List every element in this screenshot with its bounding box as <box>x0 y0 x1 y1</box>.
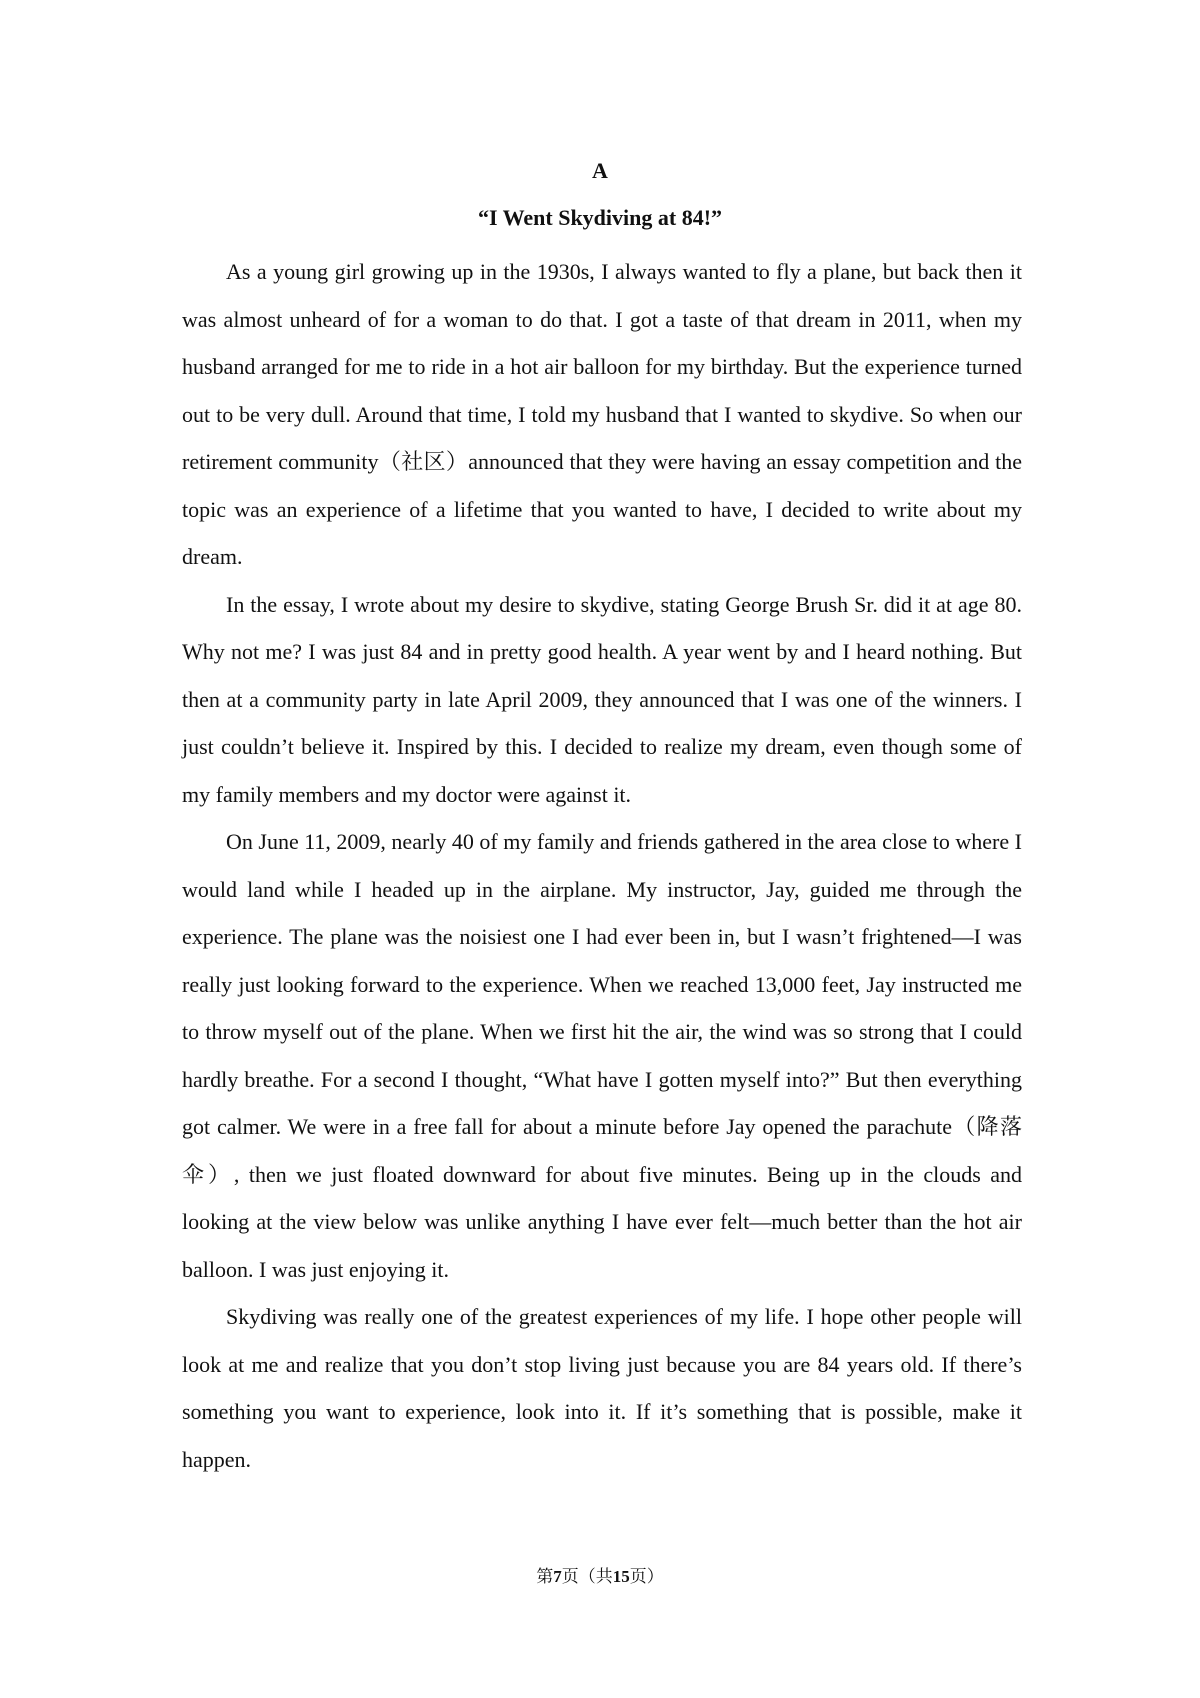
paragraph-2: In the essay, I wrote about my desire to skydive, stating George Brush Sr. did it at age 80. Why not me? I was just 84 and in pretty good health. A year went by and I heard nothing. But then at a community party in late April 2009, they announced that I was one of the winners. I just couldn’t believe it. Inspired by this. I decided to realize my dream, even though some of my family members and my doctor were against it. <box>182 591 1022 807</box>
passage-title: “I Went Skydiving at 84!” <box>477 205 723 230</box>
paragraph-4: Skydiving was really one of the greatest experiences of my life. I hope other people will look at me and realize that you don’t stop living just because you are 84 years old. If there’s something you want to experience, look into it. If it’s something that is possible, make it happen. <box>182 1304 1022 1472</box>
page-footer <box>0 1565 1200 1589</box>
footer-prefix: 第 <box>536 1567 554 1586</box>
passage-body <box>182 248 1022 1483</box>
footer-page-number: 7 <box>553 1567 562 1586</box>
footer-mid: 页（共 <box>561 1567 613 1586</box>
paragraph-1: As a young girl growing up in the 1930s, I always wanted to fly a plane, but back then it was almost unheard of for a woman to do that. I got a taste of that dream in 2011, when my husband arranged for me to ride in a hot air balloon for my birthday. But the experience turned out to be very dull. Around that time, I told my husband that I wanted to skydive. So when our retirement community（社区）announced that they were having an essay competition and the topic was an experience of a lifetime that you wanted to have, I decided to write about my dream. <box>182 259 1022 569</box>
section-letter: A <box>592 158 608 183</box>
footer-suffix: 页） <box>629 1567 664 1586</box>
paragraph-3: On June 11, 2009, nearly 40 of my family and friends gathered in the area close to where I would land while I headed up in the airplane. My instructor, Jay, guided me through the experience. The plane was the noisiest one I had ever been in, but I wasn’t frightened—I was really just looking forward to the experience. When we reached 13,000 feet, Jay instructed me to throw myself out of the plane. When we first hit the air, the wind was so strong that I could hardly breathe. For a second I thought, “What have I gotten myself into?” But then everything got calmer. We were in a free fall for about a minute before Jay opened the parachute（降落伞）, then we just floated downward for about five minutes. Being up in the clouds and looking at the view below was unlike anything I have ever felt—much better than the hot air balloon. I was just enjoying it. <box>182 829 1022 1282</box>
footer-total-pages: 15 <box>612 1567 630 1586</box>
